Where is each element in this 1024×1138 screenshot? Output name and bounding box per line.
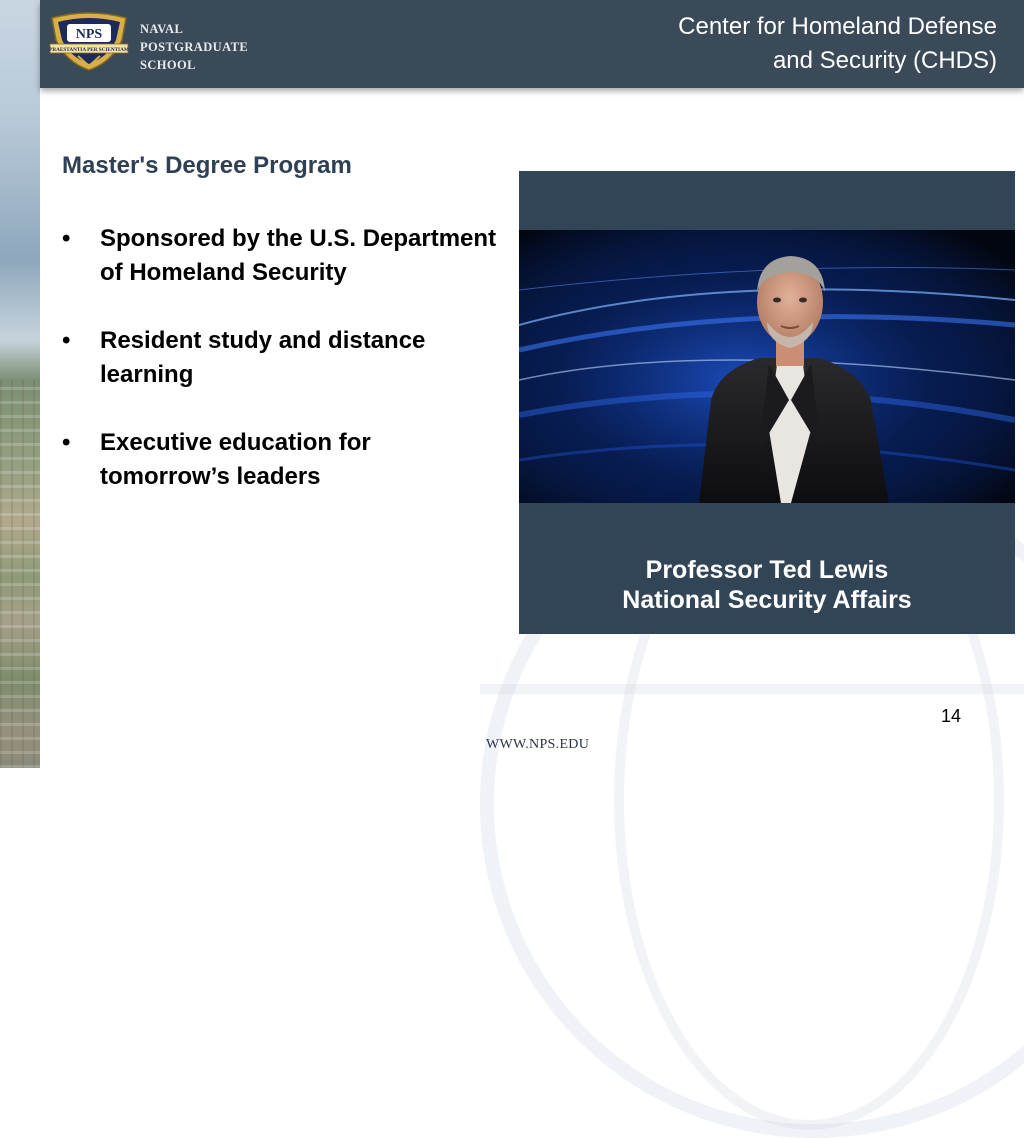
section-heading: Master's Degree Program [62,152,352,179]
bullet-text: Executive education for tomorrow’s leaders [100,429,371,490]
nps-crest-logo [48,10,130,72]
school-name-line: SCHOOL [140,58,196,72]
logo-text: NPS [75,27,103,42]
speaker-title: National Security Affairs [622,586,912,614]
center-title [678,10,997,78]
speaker-caption [519,555,1015,615]
bullet-text: Sponsored by the U.S. Department of Homeland Security [100,225,497,286]
bullet-icon: • [62,429,71,456]
speaker-name: Professor Ted Lewis [645,556,889,584]
school-name [140,20,248,74]
page-number: 14 [941,706,962,726]
bullet-icon: • [62,225,71,252]
bullet-item [62,426,502,494]
bullet-item [62,324,502,392]
bullet-item [62,222,502,290]
school-name-line: POSTGRADUATE [140,40,249,54]
center-title-line: Center for Homeland Defense [678,13,997,40]
school-name-line: NAVAL [140,22,184,36]
video-player[interactable] [519,230,1015,503]
speaker-video-still [519,230,1015,503]
bullet-icon: • [62,327,71,354]
slide-header [40,0,1024,88]
center-title-line: and Security (CHDS) [772,47,997,74]
campus-aerial-photo [0,0,40,768]
bullet-list [62,222,502,528]
bullet-text: Resident study and distance learning [100,327,426,388]
logo-motto: PRAESTANTIA PER SCIENTIAM [49,47,129,53]
video-panel [519,171,1015,634]
footer-url[interactable]: WWW.NPS.EDU [486,737,590,752]
